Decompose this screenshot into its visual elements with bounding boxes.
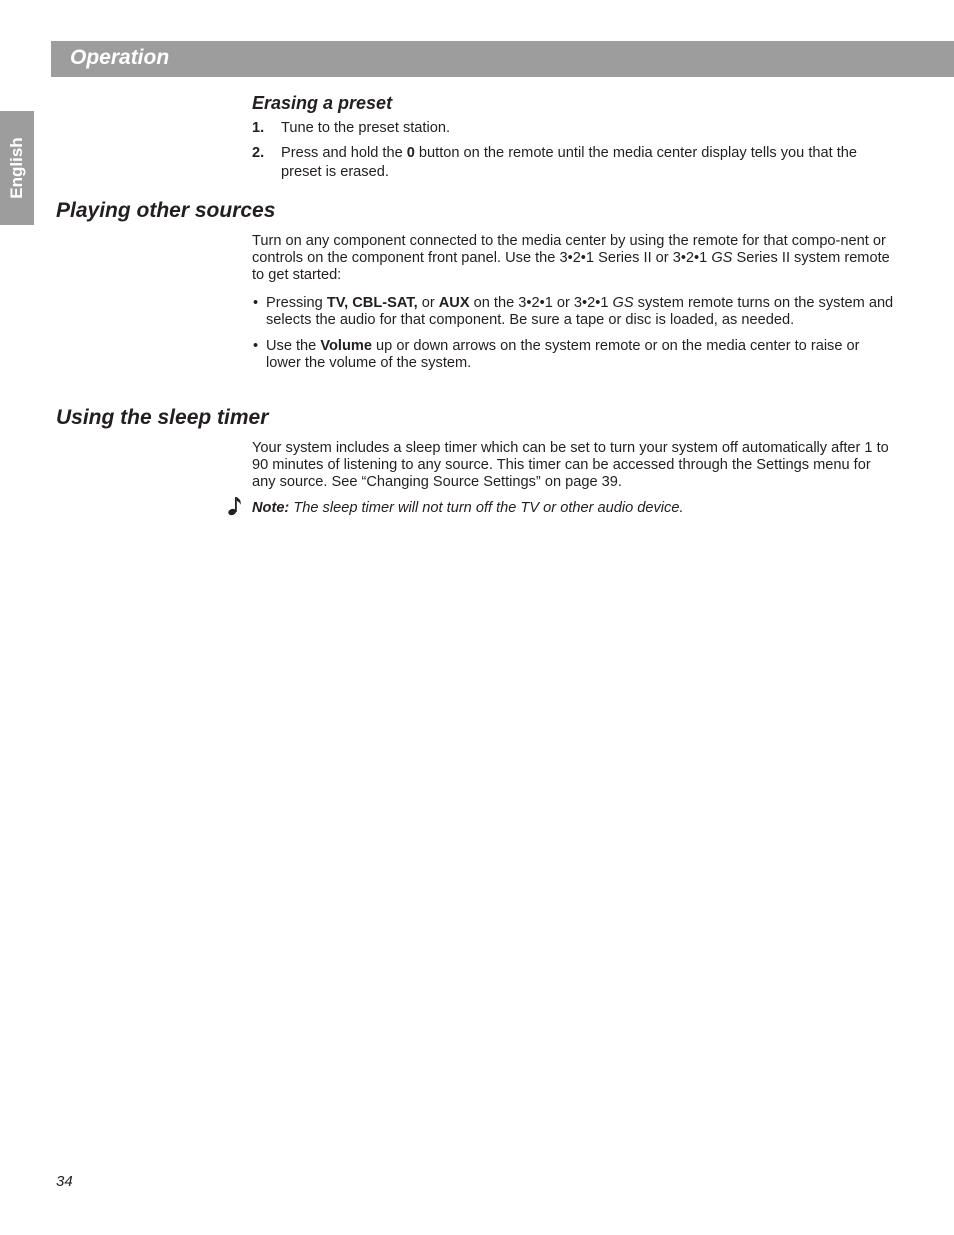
music-note-icon-glyph xyxy=(228,496,242,516)
playing-sources-bullets xyxy=(252,295,897,372)
step-item xyxy=(252,119,897,138)
step-text-part: button on the remote until the media center display tells you that the preset is erased. xyxy=(281,145,858,180)
language-tab xyxy=(0,111,34,225)
language-tab-label: English xyxy=(7,137,26,199)
step-item xyxy=(252,144,897,182)
playing-sources-heading: Playing other sources xyxy=(56,199,276,222)
step-text xyxy=(281,145,857,180)
bullet-item xyxy=(252,338,897,372)
bullet-text: up or down arrows on the system remote or on the media center to raise or lower the volume of the system. xyxy=(266,338,860,371)
intro-text: Series II system remote to get started: xyxy=(252,250,890,283)
step-text-part: Press and hold the xyxy=(281,145,407,161)
step-number: 2. xyxy=(252,145,265,161)
section-header-title: Operation xyxy=(70,46,170,69)
page-number: 34 xyxy=(56,1173,73,1190)
sleep-timer-note xyxy=(252,500,897,517)
section-header-bar xyxy=(51,41,954,77)
bullet-text: or xyxy=(417,295,439,311)
bullet-item xyxy=(252,295,897,329)
note-label: Note: xyxy=(252,500,290,516)
bullet-text: Use the xyxy=(266,338,321,354)
bullet-bold-text: TV, CBL-SAT, xyxy=(326,295,418,311)
intro-text: Turn on any component connected to the media center by using the remote for that compo-nent or controls on the component front panel. Use the 3•2•1 Series II or 3•2•1 xyxy=(252,233,886,266)
playing-sources-intro xyxy=(252,233,897,284)
bullet-text: Pressing xyxy=(266,295,327,311)
bullet-text: system remote turns on the system and selects the audio for that component. Be sure a tape or disc is loaded, as needed. xyxy=(266,295,894,328)
sleep-timer-block xyxy=(252,440,897,491)
step-text-bold: 0 xyxy=(406,145,415,161)
sleep-timer-heading: Using the sleep timer xyxy=(56,406,269,429)
note-text: The sleep timer will not turn off the TV or other audio device. xyxy=(289,500,684,516)
erasing-preset-heading: Erasing a preset xyxy=(252,93,393,113)
bullet-mark: • xyxy=(253,338,259,354)
step-number: 1. xyxy=(252,120,265,136)
step-text: Tune to the preset station. xyxy=(281,120,451,136)
erasing-steps-block xyxy=(252,119,897,188)
intro-gs-text: GS xyxy=(711,250,733,266)
music-note-icon xyxy=(228,496,242,520)
playing-sources-block xyxy=(252,233,897,381)
bullet-bold-text: AUX xyxy=(438,295,470,311)
erasing-steps-list xyxy=(252,119,897,182)
sleep-timer-body: Your system includes a sleep timer which can be set to turn your system off automatically after 1 to 90 minutes of listening to any source. This timer can be accessed through the Settings menu for any source. See “Changing Source Settings” on page 39. xyxy=(252,440,889,490)
bullet-gs-text: GS xyxy=(612,295,634,311)
bullet-mark: • xyxy=(253,295,259,311)
bullet-text: on the 3•2•1 or 3•2•1 xyxy=(469,295,613,311)
bullet-bold-text: Volume xyxy=(320,338,372,354)
